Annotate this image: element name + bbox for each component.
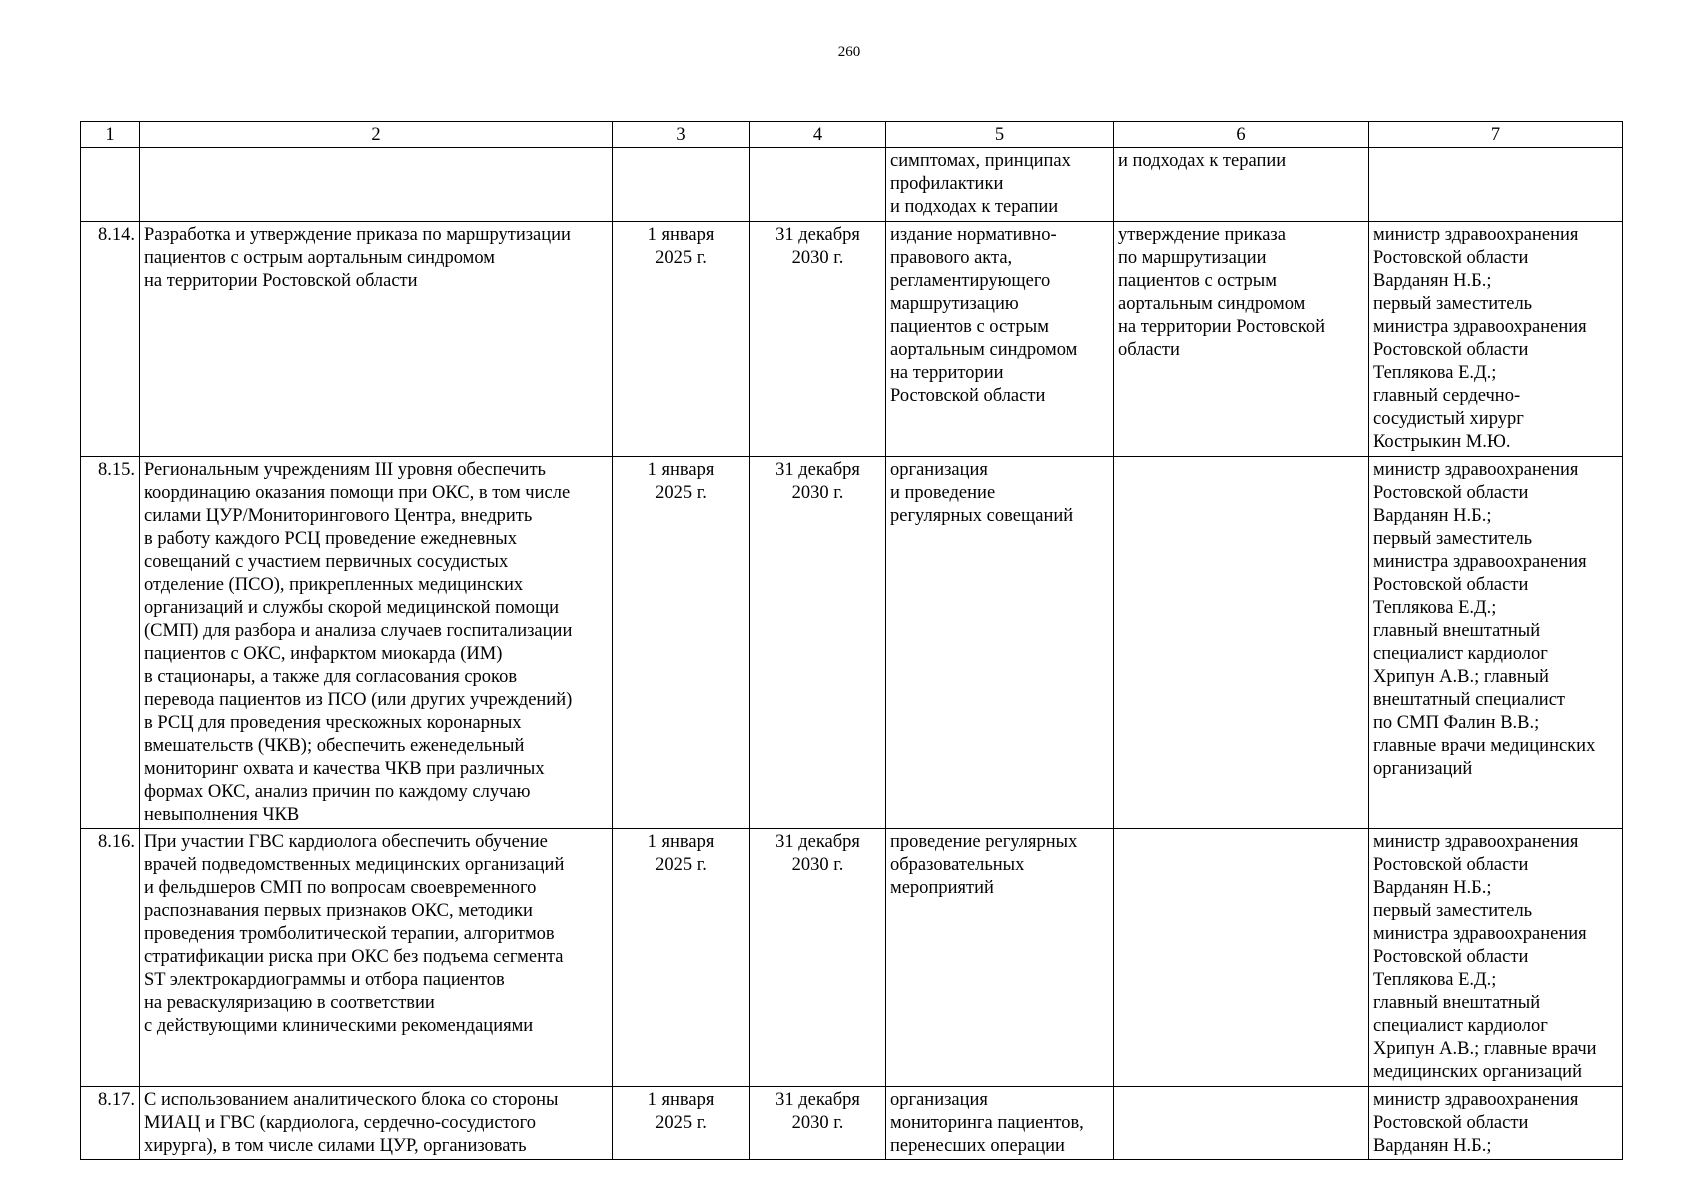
column-header-6: 6: [1114, 122, 1369, 148]
page-number: 260: [837, 44, 861, 60]
row-number: 8.16.: [81, 829, 140, 1087]
start-date: 1 января 2025 г.: [613, 1087, 750, 1160]
implementation-mechanism: организация мониторинга пациентов, перенесших операции: [886, 1087, 1114, 1160]
expected-result: [1114, 1087, 1369, 1160]
column-header-4: 4: [750, 122, 886, 148]
activities-table: [80, 121, 1623, 1160]
responsible-persons: министр здравоохранения Ростовской области Варданян Н.Б.; первый заместитель министра здравоохранения Ростовской области Теплякова Е.Д.; главный внештатный специалист кардиолог Хрипун А.В.; главные врачи медицинских организаций: [1369, 829, 1623, 1087]
column-header-2: 2: [140, 122, 613, 148]
start-date: [613, 148, 750, 222]
column-header-1: 1: [81, 122, 140, 148]
end-date: [750, 148, 886, 222]
table-row: [81, 222, 1623, 457]
row-number: 8.14.: [81, 222, 140, 457]
column-header-3: 3: [613, 122, 750, 148]
expected-result: утверждение приказа по маршрутизации пациентов с острым аортальным синдромом на территории Ростовской области: [1114, 222, 1369, 457]
start-date: 1 января 2025 г.: [613, 829, 750, 1087]
expected-result: [1114, 457, 1369, 829]
responsible-persons: министр здравоохранения Ростовской области Варданян Н.Б.; первый заместитель министра здравоохранения Ростовской области Теплякова Е.Д.; главный сердечно- сосудистый хирург Кострыкин М.Ю.: [1369, 222, 1623, 457]
end-date: 31 декабря 2030 г.: [750, 829, 886, 1087]
task-description: При участии ГВС кардиолога обеспечить обучение врачей подведомственных медицинских организаций и фельдшеров СМП по вопросам своевременного распознавания первых признаков ОКС, методики проведения тромболитической терапии, алгоритмов стратификации риска при ОКС без подъема сегмента ST электрокардиограммы и отбора пациентов на реваскуляризацию в соответствии с действующими клиническими рекомендациями: [140, 829, 613, 1087]
task-description: Региональным учреждениям III уровня обеспечить координацию оказания помощи при ОКС, в том числе силами ЦУР/Мониторингового Центра, внедрить в работу каждого РСЦ проведение ежедневных совещаний с участием первичных сосудистых отделение (ПСО), прикрепленных медицинских организаций и службы скорой медицинской помощи (СМП) для разбора и анализа случаев госпитализации пациентов с ОКС, инфарктом миокарда (ИМ) в стационары, а также для согласования сроков перевода пациентов из ПСО (или других учреждений) в РСЦ для проведения чрескожных коронарных вмешательств (ЧКВ); обеспечить еженедельный мониторинг охвата и качества ЧКВ при различных формах ОКС, анализ причин по каждому случаю невыполнения ЧКВ: [140, 457, 613, 829]
table-row: [81, 148, 1623, 222]
implementation-mechanism: проведение регулярных образовательных мероприятий: [886, 829, 1114, 1087]
task-description: [140, 148, 613, 222]
responsible-persons: [1369, 148, 1623, 222]
header-row: [81, 122, 1623, 148]
task-description: Разработка и утверждение приказа по маршрутизации пациентов с острым аортальным синдромом на территории Ростовской области: [140, 222, 613, 457]
implementation-mechanism: организация и проведение регулярных совещаний: [886, 457, 1114, 829]
responsible-persons: министр здравоохранения Ростовской области Варданян Н.Б.; первый заместитель министра здравоохранения Ростовской области Теплякова Е.Д.; главный внештатный специалист кардиолог Хрипун А.В.; главный внештатный специалист по СМП Фалин В.В.; главные врачи медицинских организаций: [1369, 457, 1623, 829]
end-date: 31 декабря 2030 г.: [750, 457, 886, 829]
table-row: [81, 1087, 1623, 1160]
row-number: 8.15.: [81, 457, 140, 829]
implementation-mechanism: симптомах, принципах профилактики и подходах к терапии: [886, 148, 1114, 222]
start-date: 1 января 2025 г.: [613, 222, 750, 457]
row-number: [81, 148, 140, 222]
table-row: [81, 457, 1623, 829]
row-number: 8.17.: [81, 1087, 140, 1160]
responsible-persons: министр здравоохранения Ростовской области Варданян Н.Б.;: [1369, 1087, 1623, 1160]
task-description: С использованием аналитического блока со стороны МИАЦ и ГВС (кардиолога, сердечно-сосудистого хирурга), в том числе силами ЦУР, организовать: [140, 1087, 613, 1160]
column-header-5: 5: [886, 122, 1114, 148]
end-date: 31 декабря 2030 г.: [750, 1087, 886, 1160]
end-date: 31 декабря 2030 г.: [750, 222, 886, 457]
expected-result: [1114, 829, 1369, 1087]
expected-result: и подходах к терапии: [1114, 148, 1369, 222]
implementation-mechanism: издание нормативно- правового акта, регламентирующего маршрутизацию пациентов с острым аортальным синдромом на территории Ростовской области: [886, 222, 1114, 457]
column-header-7: 7: [1369, 122, 1623, 148]
start-date: 1 января 2025 г.: [613, 457, 750, 829]
table-row: [81, 829, 1623, 1087]
